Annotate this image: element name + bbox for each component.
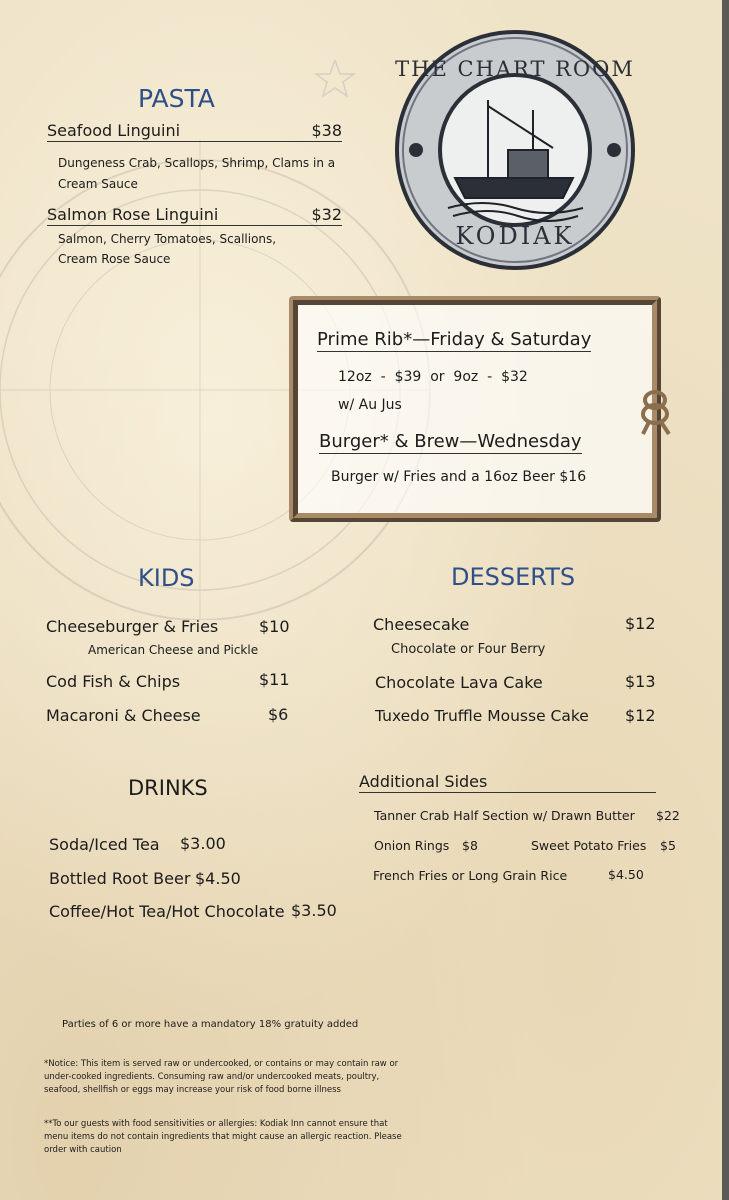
pasta-item-2-desc-1: Salmon, Cherry Tomatoes, Scallions, <box>58 232 277 246</box>
desserts-item-3-name: Tuxedo Truffle Mousse Cake <box>375 707 589 725</box>
burger-line: Burger w/ Fries and a 16oz Beer $16 <box>331 469 587 485</box>
sides-heading-row <box>359 772 656 793</box>
pasta-item-1-desc-2: Cream Sauce <box>58 177 138 191</box>
desserts-item-1-desc: Chocolate or Four Berry <box>391 642 546 657</box>
pasta-heading: PASTA <box>138 84 215 113</box>
kids-item-2-name: Cod Fish & Chips <box>46 672 181 691</box>
kids-item-1-price: $10 <box>259 617 290 636</box>
kids-item-1-desc: American Cheese and Pickle <box>88 643 259 657</box>
raw-food-notice: *Notice: This item is served raw or undercooked, or contains or may contain raw or under-cooked ingredients. Consuming raw and/or undercooked meats, poultry, seafood, shellfish or eggs may increase your risk of food borne illness <box>44 1059 399 1095</box>
pasta-item-1-row <box>47 120 342 142</box>
kids-item-3-price: $6 <box>268 705 289 724</box>
sides-crab-name: Tanner Crab Half Section w/ Drawn Butter <box>374 808 635 823</box>
kids-item-2-price: $11 <box>259 670 290 689</box>
desserts-item-1-name: Cheesecake <box>373 615 470 634</box>
gratuity-note: Parties of 6 or more have a mandatory 18% gratuity added <box>62 1019 359 1030</box>
desserts-item-1-price: $12 <box>625 614 656 633</box>
kids-item-1-name: Cheeseburger & Fries <box>46 617 219 636</box>
burger-title: Burger* & Brew—Wednesday <box>319 431 582 452</box>
pasta-item-2-price: $32 <box>311 205 342 224</box>
desserts-heading: DESSERTS <box>451 563 576 591</box>
pasta-item-2-name: Salmon Rose Linguini <box>47 205 219 224</box>
kids-item-3-name: Macaroni & Cheese <box>46 706 201 725</box>
kids-heading: KIDS <box>138 564 195 592</box>
drinks-item-1-name: Soda/Iced Tea <box>49 835 160 854</box>
prime-rib-title: Prime Rib*—Friday & Saturday <box>317 329 592 350</box>
sides-onion-price: $8 <box>462 838 478 853</box>
sides-crab-price: $22 <box>656 808 680 823</box>
sides-fries-price: $4.50 <box>608 867 644 882</box>
pasta-item-1-desc-1: Dungeness Crab, Scallops, Shrimp, Clams in a <box>58 156 336 170</box>
chart-room-logo <box>393 28 638 273</box>
prime-rib-line-2: w/ Au Jus <box>338 397 402 413</box>
sides-fries-name: French Fries or Long Grain Rice <box>373 868 568 883</box>
allergy-notice: **To our guests with food sensitivities or allergies: Kodiak Inn cannot ensure that menu items do not contain ingredients that might cause an allergic reaction. Please order with caution <box>44 1119 402 1155</box>
pasta-item-1-name: Seafood Linguini <box>47 121 181 140</box>
desserts-item-2-name: Chocolate Lava Cake <box>375 673 543 692</box>
sides-sweet-name: Sweet Potato Fries <box>531 838 647 853</box>
desserts-item-2-price: $13 <box>625 672 656 691</box>
drinks-heading: DRINKS <box>128 776 208 800</box>
drinks-item-2-price: $4.50 <box>195 869 241 888</box>
drinks-item-1-price: $3.00 <box>180 834 226 853</box>
logo-name-bottom: KODIAK <box>455 222 575 250</box>
drinks-item-3-price: $3.50 <box>291 901 337 920</box>
sides-onion-name: Onion Rings <box>374 838 450 853</box>
logo-name-top: THE CHART ROOM <box>395 57 635 81</box>
desserts-item-3-price: $12 <box>625 706 656 725</box>
pasta-item-1-price: $38 <box>311 121 342 140</box>
drinks-item-2-name: Bottled Root Beer <box>49 869 191 888</box>
pasta-item-2-row <box>47 204 342 226</box>
prime-rib-line-1: 12oz - $39 or 9oz - $32 <box>338 369 528 385</box>
sides-sweet-price: $5 <box>660 838 676 853</box>
pasta-item-2-desc-2: Cream Rose Sauce <box>58 252 171 266</box>
specials-box <box>289 296 661 522</box>
sides-heading: Additional Sides <box>359 772 488 791</box>
rope-knot-icon <box>635 386 675 436</box>
drinks-item-3-name: Coffee/Hot Tea/Hot Chocolate <box>49 902 285 921</box>
